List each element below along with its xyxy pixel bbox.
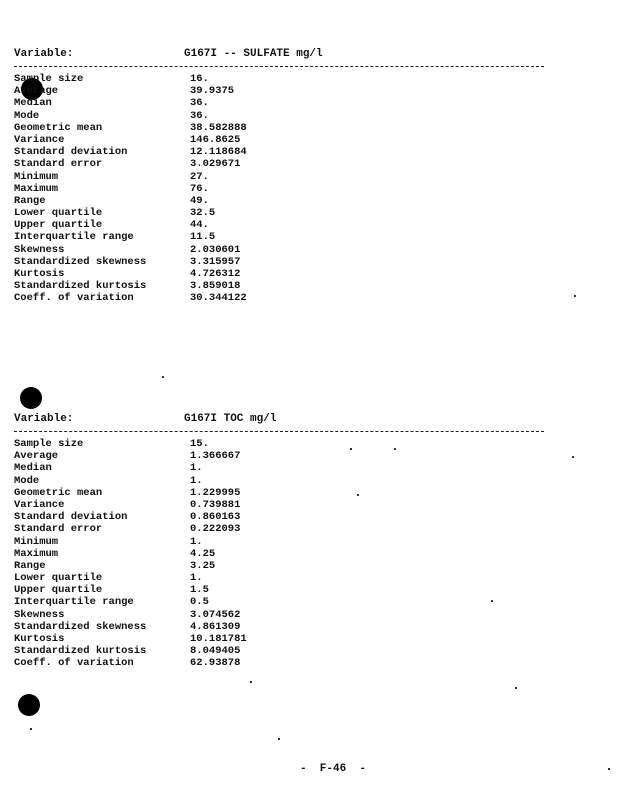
stat-row [14,171,574,183]
stat-value: 76. [190,182,209,195]
stat-name: Kurtosis [14,633,65,645]
stat-row [14,633,574,645]
stat-value: 1.5 [190,584,209,597]
punch-hole [20,387,42,409]
stat-name: Geometric mean [14,121,103,134]
stat-row [14,609,574,621]
stat-value: 16. [190,73,209,85]
stat-name: Geometric mean [14,486,103,499]
stat-row [14,499,574,511]
stat-name: Standard deviation [14,511,128,524]
stat-row [14,244,574,256]
stat-name: Standardized kurtosis [14,645,147,658]
stat-row [14,219,574,231]
stat-value: 30.344122 [190,292,247,305]
stat-name: Lower quartile [14,572,103,585]
stat-value: 0.222093 [190,523,241,536]
stat-row [14,536,574,548]
stat-value: 3.25 [190,559,216,572]
stat-name: Standard error [14,158,103,171]
stat-name: Median [14,462,52,475]
stat-row [14,134,574,146]
stat-row [14,572,574,584]
stat-row [14,511,574,523]
stat-value: 27. [190,170,209,183]
stat-value: 36. [190,109,209,122]
stat-value: 44. [190,219,209,232]
stat-value: 1.229995 [190,486,241,499]
stat-name: Standard error [14,523,103,536]
stat-row [14,256,574,268]
stat-value: 49. [190,194,209,207]
stat-value: 36. [190,97,209,110]
variable-label: Variable: [14,48,74,60]
variable-title: G167I TOC mg/l [184,413,277,425]
stat-value: 1. [190,572,203,585]
stat-value: 3.029671 [190,158,241,171]
stat-row [14,85,574,97]
stat-row [14,584,574,596]
stat-value: 3.074562 [190,608,241,621]
stat-name: Variance [14,133,65,146]
stat-value: 39.9375 [190,85,235,98]
stat-row [14,268,574,280]
stat-name: Kurtosis [14,268,65,280]
stat-name: Average [14,450,59,463]
stat-value: 2.030601 [190,243,241,256]
stat-value: 0.5 [190,596,209,609]
stat-row [14,110,574,122]
stat-name: Lower quartile [14,207,103,220]
table-header [14,413,574,429]
stat-name: Maximum [14,182,59,195]
stat-name: Upper quartile [14,219,103,232]
stat-row [14,292,574,304]
stat-value: 8.049405 [190,645,241,658]
stat-name: Standard deviation [14,146,128,159]
scan-speck [250,681,252,683]
table-header [14,48,574,64]
scan-speck [515,687,517,689]
stat-row [14,645,574,657]
variable-label: Variable: [14,413,74,425]
stat-row [14,450,574,462]
stat-row [14,621,574,633]
stat-row [14,280,574,292]
stat-value: 62.93878 [190,657,241,670]
stat-value: 10.181781 [190,633,247,645]
stat-row [14,523,574,535]
stat-name: Variance [14,498,65,511]
stat-value: 1. [190,535,203,548]
stat-name: Standardized skewness [14,620,147,633]
scan-speck [608,768,610,770]
stat-name: Interquartile range [14,231,134,244]
stat-value: 1. [190,462,203,475]
dashed-rule [14,431,544,432]
stat-name: Mode [14,109,40,122]
stat-row [14,231,574,243]
stat-name: Coeff. of variation [14,657,134,670]
stats-table-sulfate [14,48,574,305]
stat-row [14,207,574,219]
stat-name: Skewness [14,243,65,256]
stat-name: Sample size [14,73,84,85]
stat-name: Sample size [14,438,84,450]
stat-name: Mode [14,474,40,487]
stat-row [14,548,574,560]
stat-row [14,97,574,109]
stat-value: 15. [190,438,209,450]
stat-name: Average [14,85,59,98]
stat-value: 0.739881 [190,498,241,511]
scan-speck [278,738,280,740]
stat-row [14,195,574,207]
stat-value: 32.5 [190,207,216,220]
stat-row [14,158,574,170]
stat-value: 38.582888 [190,121,247,134]
stat-row [14,122,574,134]
punch-hole [18,694,40,716]
stat-name: Standardized kurtosis [14,280,147,293]
scan-speck [162,376,164,378]
stat-value: 1.366667 [190,450,241,463]
stat-name: Interquartile range [14,596,134,609]
dashed-rule [14,66,544,67]
stat-name: Range [14,559,46,572]
stat-name: Upper quartile [14,584,103,597]
stats-rows [14,73,574,305]
stat-name: Minimum [14,170,59,183]
stat-row [14,657,574,669]
stat-value: 12.118684 [190,146,247,159]
stat-row [14,596,574,608]
stat-row [14,462,574,474]
stat-value: 3.859018 [190,280,241,293]
stat-row [14,560,574,572]
variable-title: G167I -- SULFATE mg/l [184,48,323,60]
stat-value: 0.860163 [190,511,241,524]
stat-row [14,438,574,450]
stat-value: 146.8625 [190,133,241,146]
stat-value: 1. [190,474,203,487]
stat-row [14,487,574,499]
stat-value: 4.861309 [190,620,241,633]
stat-name: Standardized skewness [14,255,147,268]
stats-rows [14,438,574,670]
stat-value: 3.315957 [190,255,241,268]
stat-row [14,475,574,487]
stat-name: Range [14,194,46,207]
page-number: - F-46 - [300,763,367,775]
stat-row [14,146,574,158]
stat-value: 4.25 [190,547,216,560]
stat-name: Skewness [14,608,65,621]
stat-name: Minimum [14,535,59,548]
stat-name: Maximum [14,547,59,560]
scan-speck [30,728,32,730]
stat-row [14,183,574,195]
stat-name: Coeff. of variation [14,292,134,305]
scan-speck [574,295,576,297]
stat-value: 11.5 [190,231,216,244]
stat-row [14,73,574,85]
stats-table-toc [14,413,574,670]
stat-value: 4.726312 [190,268,241,280]
stat-name: Median [14,97,52,110]
